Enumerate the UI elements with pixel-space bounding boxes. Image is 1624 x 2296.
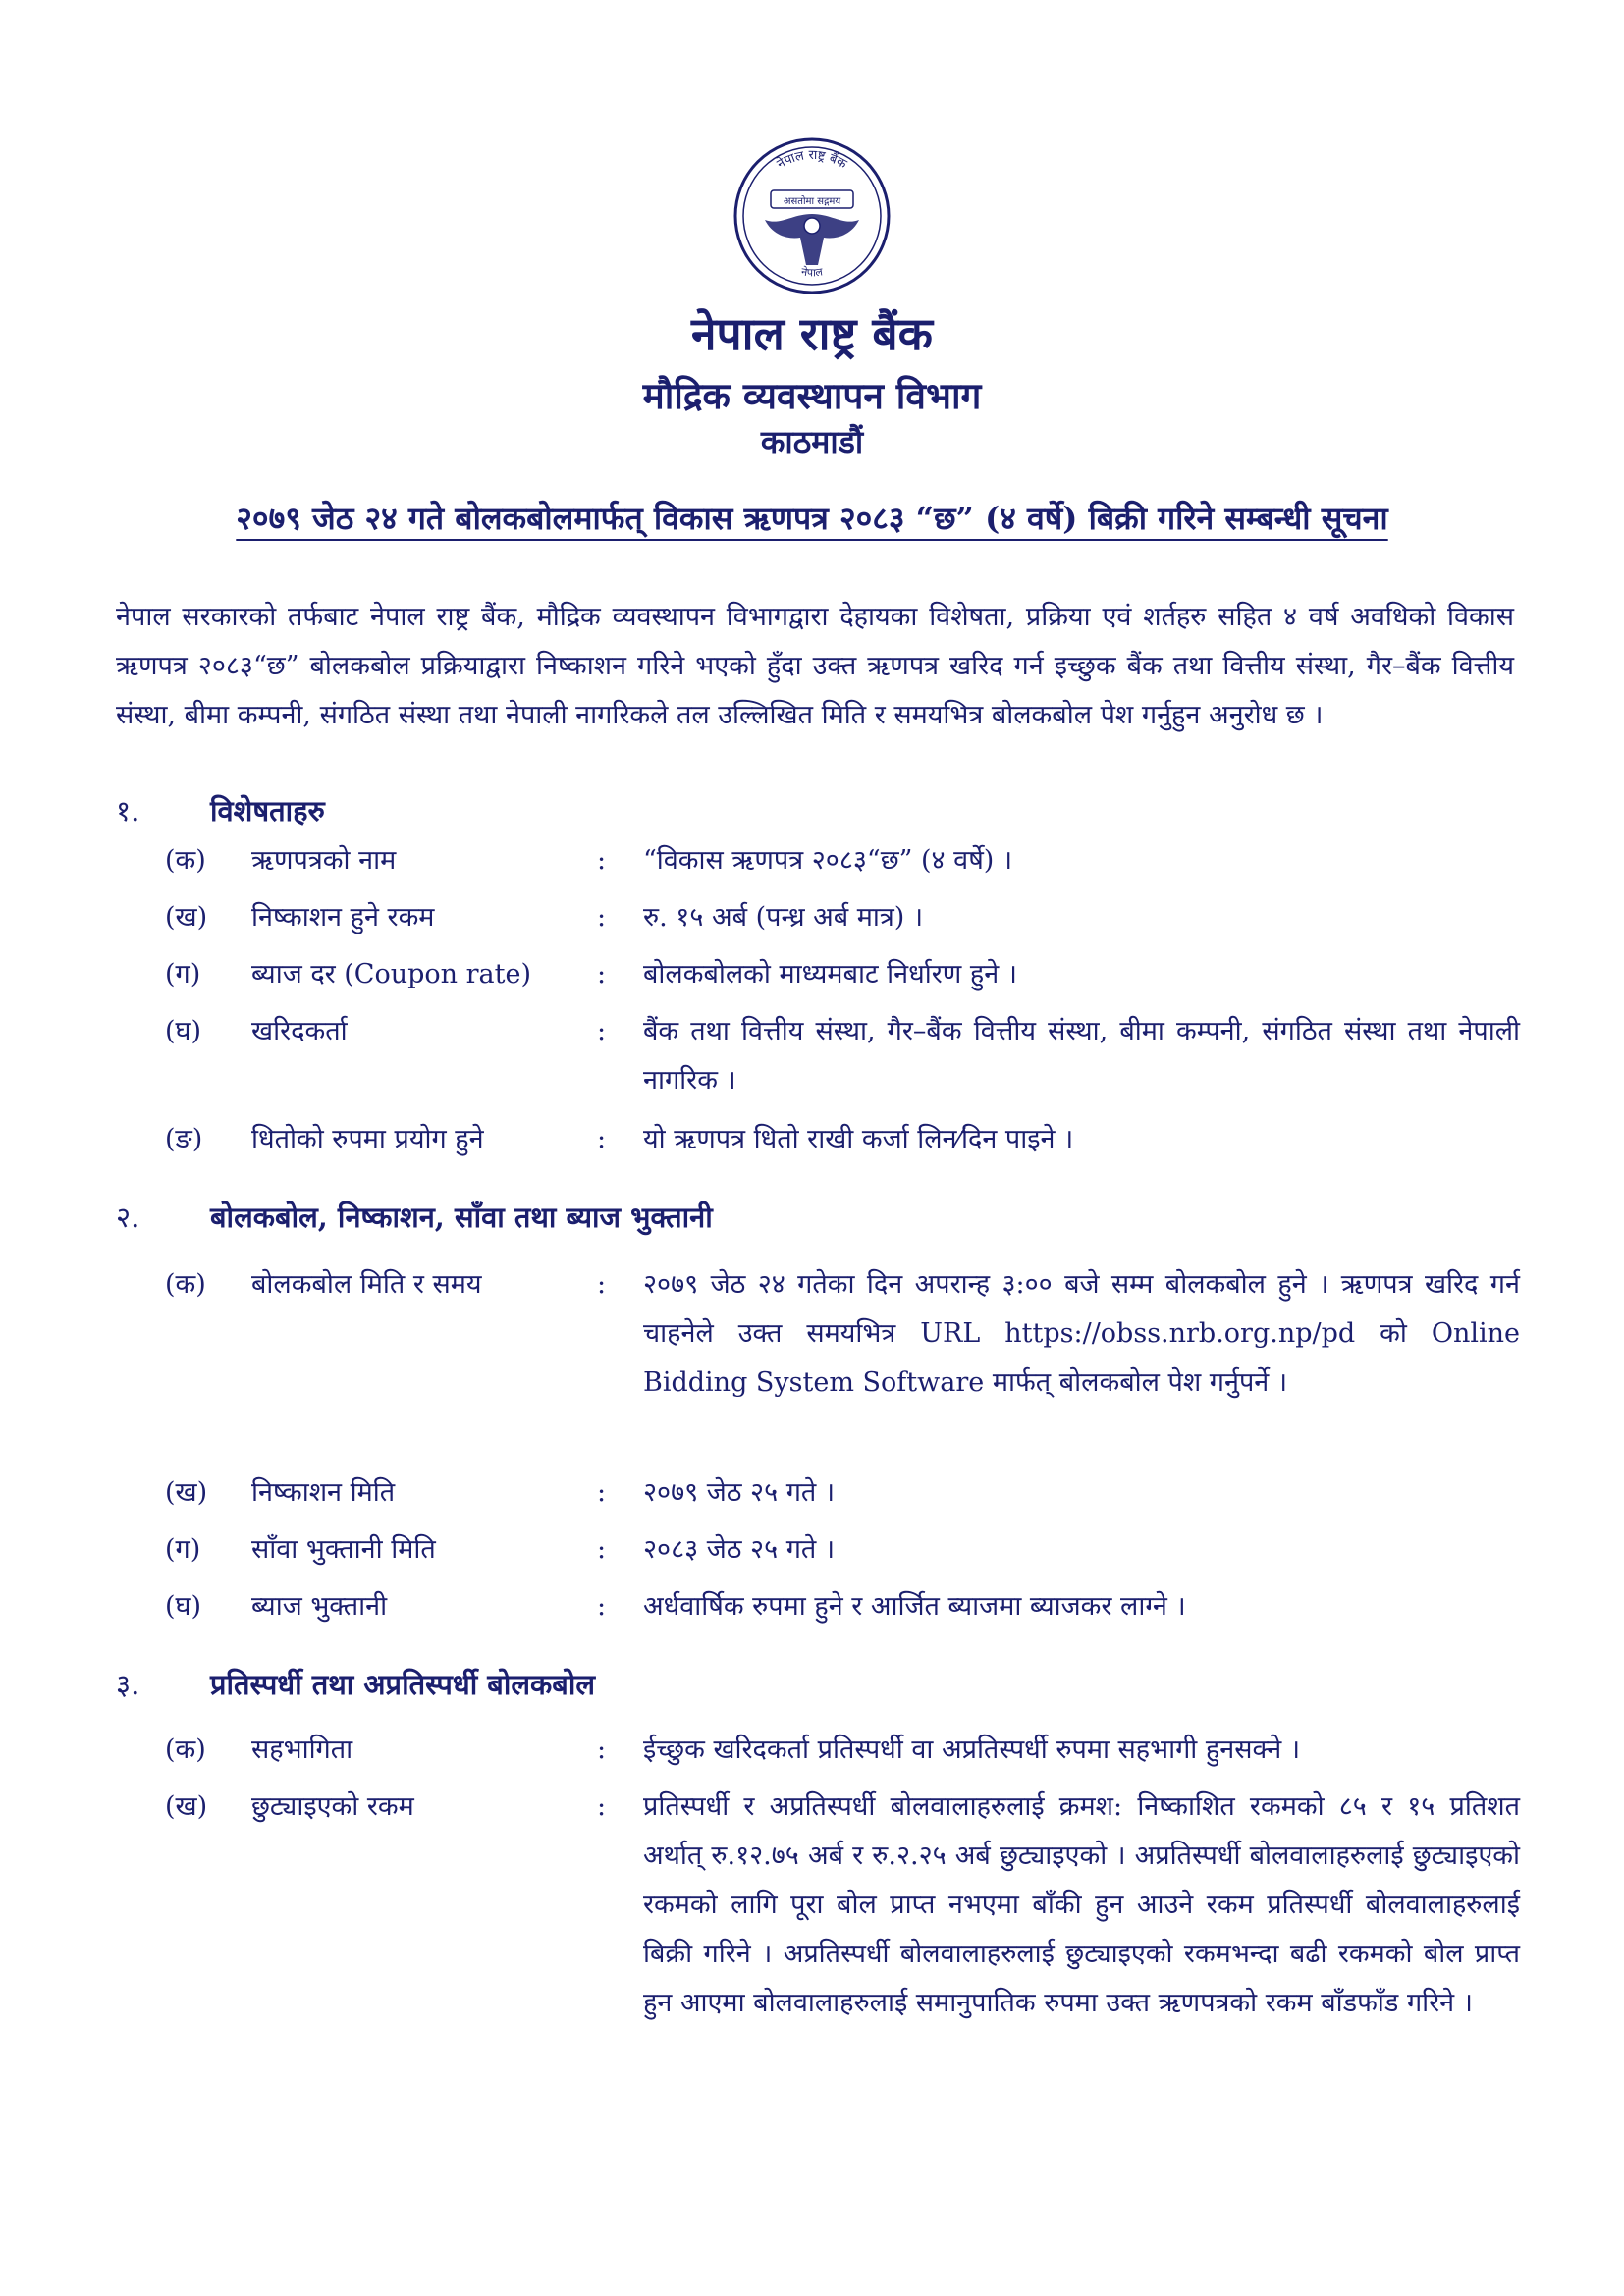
item-code: (घ) [165, 1016, 202, 1046]
item-value: प्रतिस्पर्धी र अप्रतिस्पर्धी बोलवालाहरुलाई क्रमश: निष्काशित रकमको ८५ र १५ प्रतिशत अर्थात् रु.१२.७५ अर्ब र रु.२.२५ अर्ब छुट्याइएको । अप्रतिस्पर्धी बोलवालाहरुलाई छुट्याइएको रकमको लागि पूरा बोल प्राप्त नभएमा बाँकी हुन आउने रकम प्रतिस्पर्धी बोलवालाहरुलाई बिक्री गरिने । अप्रतिस्पर्धी बोलवालाहरुलाई छुट्याइएको रकमभन्दा बढी रकमको बोल प्राप्त हुन आएमा बोलवालाहरुलाई समानुपातिक रुपमा उक्त ऋणपत्रको रकम बाँडफाँड गरिने । [643, 1791, 1520, 2018]
section-number: ३. [116, 1668, 140, 1701]
section-title: प्रतिस्पर्धी तथा अप्रतिस्पर्धी बोलकबोल [210, 1668, 596, 1701]
city-name: काठमाडौं [760, 423, 864, 460]
item-colon: : [597, 1735, 607, 1765]
item-colon: : [597, 1534, 607, 1565]
item-colon: : [597, 902, 607, 933]
item-label: निष्काशन हुने रकम [251, 902, 435, 933]
item-label: धितोको रुपमा प्रयोग हुने [251, 1124, 484, 1154]
org-name: नेपाल राष्ट्र बैंक [691, 307, 933, 360]
item-label: ब्याज भुक्तानी [251, 1591, 388, 1622]
item-code: (ङ) [165, 1124, 203, 1154]
section-number: १. [116, 794, 140, 828]
item-label: ब्याज दर (Coupon rate) [251, 959, 531, 989]
item-code: (ग) [165, 1534, 201, 1565]
item-value: यो ऋणपत्र धितो राखी कर्जा लिन⁄दिन पाइने । [643, 1124, 1074, 1154]
item-value: अर्धवार्षिक रुपमा हुने र आर्जित ब्याजमा ब्याजकर लाग्ने । [643, 1591, 1186, 1622]
item-label: खरिदकर्ता [251, 1016, 348, 1046]
svg-text:नेपाल राष्ट्र बैंक: नेपाल राष्ट्र बैंक [774, 147, 849, 173]
nepal-rastra-bank-seal-icon [724, 118, 900, 314]
item-label: छुट्याइएको रकम [251, 1791, 414, 1822]
item-colon: : [597, 1791, 607, 1822]
item-code: (क) [165, 1735, 206, 1765]
item-colon: : [597, 1591, 607, 1622]
item-label: बोलकबोल मिति र समय [251, 1269, 482, 1300]
section-3-heading [116, 1665, 595, 1703]
section-1-heading [116, 791, 325, 829]
item-code: (घ) [165, 1591, 202, 1622]
item-colon: : [597, 959, 607, 989]
item-value: “विकास ऋणपत्र २०८३“छ” (४ वर्षे) । [643, 845, 1013, 876]
section-number: २. [116, 1201, 140, 1234]
item-value: बैंक तथा वित्तीय संस्था, गैर–बैंक वित्तीय संस्था, बीमा कम्पनी, संगठित संस्था तथा नेपाली नागरिक । [643, 1016, 1520, 1095]
item-value: २०७९ जेठ २५ गते । [643, 1477, 836, 1508]
item-code: (ख) [165, 902, 208, 933]
department-name: मौद्रिक व्यवस्थापन विभाग [642, 374, 982, 417]
item-code: (क) [165, 1269, 206, 1300]
item-code: (ख) [165, 1791, 208, 1822]
section-title: विशेषताहरु [210, 794, 325, 828]
svg-text:असतोमा सद्गमय: असतोमा सद्गमय [783, 196, 841, 207]
item-colon: : [597, 845, 607, 876]
item-colon: : [597, 1477, 607, 1508]
item-label: सहभागिता [251, 1735, 353, 1765]
item-label: निष्काशन मिति [251, 1477, 396, 1508]
intro-paragraph: नेपाल सरकारको तर्फबाट नेपाल राष्ट्र बैंक, मौद्रिक व्यवस्थापन विभागद्वारा देहायका विशेषता, प्रक्रिया एवं शर्तहरु सहित ४ वर्ष अवधिको विकास ऋणपत्र २०८३“छ” बोलकबोल प्रक्रियाद्वारा निष्काशन गरिने भएको हुँदा उक्त ऋणपत्र खरिद गर्न इच्छुक बैंक तथा वित्तीय संस्था, गैर–बैंक वित्तीय संस्था, बीमा कम्पनी, संगठित संस्था तथा नेपाली नागरिकले तल उल्लिखित मिति र समयभित्र बोलकबोल पेश गर्नुहुन अनुरोध छ । [116, 602, 1514, 730]
svg-text:नेपाल: नेपाल [800, 265, 824, 280]
notice-title: २०७९ जेठ २४ गते बोलकबोलमार्फत् विकास ऋणपत्र २०८३ “छ” (४ वर्षे) बिक्री गरिने सम्बन्धी सूचना [236, 500, 1388, 537]
item-value: २०७९ जेठ २४ गतेका दिन अपरान्ह ३:०० बजे सम्म बोलकबोल हुने । ऋणपत्र खरिद गर्न चाहनेले उक्त समयभित्र URL https://obss.nrb.org.np/pd को Online Bidding System Software मार्फत् बोलकबोल पेश गर्नुपर्ने । [643, 1269, 1520, 1398]
item-value: २०८३ जेठ २५ गते । [643, 1534, 836, 1565]
section-title: बोलकबोल, निष्काशन, साँवा तथा ब्याज भुक्तानी [210, 1201, 713, 1234]
item-colon: : [597, 1124, 607, 1154]
item-label: ऋणपत्रको नाम [251, 845, 397, 876]
item-code: (ख) [165, 1477, 208, 1508]
item-label: साँवा भुक्तानी मिति [251, 1534, 436, 1565]
item-value: ईच्छुक खरिदकर्ता प्रतिस्पर्धी वा अप्रतिस्पर्धी रुपमा सहभागी हुनसक्ने । [643, 1735, 1301, 1765]
item-colon: : [597, 1016, 607, 1046]
item-colon: : [597, 1269, 607, 1300]
section-2-heading [116, 1198, 713, 1236]
item-code: (ग) [165, 959, 201, 989]
item-code: (क) [165, 845, 206, 876]
item-value: बोलकबोलको माध्यमबाट निर्धारण हुने । [643, 959, 1018, 989]
item-value: रु. १५ अर्ब (पन्ध्र अर्ब मात्र) । [643, 902, 924, 933]
